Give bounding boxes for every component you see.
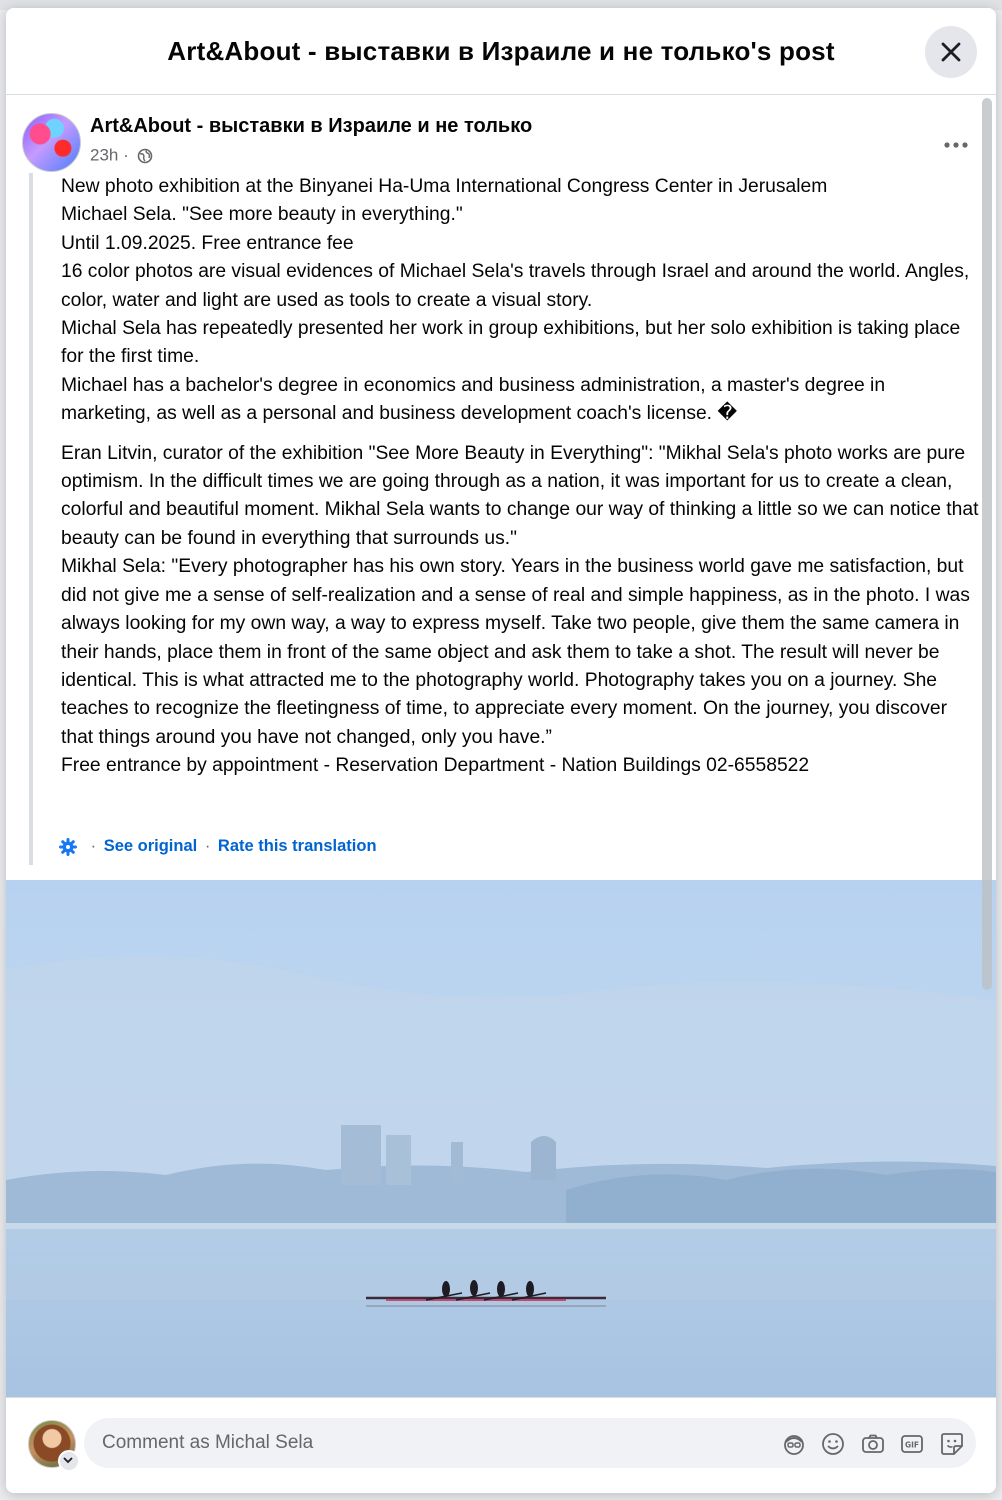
- camera-icon[interactable]: [860, 1431, 886, 1457]
- modal-header: [6, 8, 996, 95]
- sticker-icon[interactable]: [939, 1431, 965, 1457]
- post-paragraph: New photo exhibition at the Binyanei Ha-Uma International Congress Center in Jerusalem: [61, 176, 828, 197]
- more-options-icon: [944, 142, 968, 148]
- post-paragraph: Michael Sela. "See more beauty in everything.": [61, 204, 463, 226]
- post-photo[interactable]: [6, 880, 996, 1397]
- gear-icon: [59, 838, 77, 856]
- post-modal: [6, 8, 996, 1493]
- scrollbar[interactable]: [982, 98, 992, 990]
- gif-icon[interactable]: [899, 1431, 925, 1457]
- more-options-button[interactable]: [936, 125, 976, 165]
- svg-text:GIF: GIF: [904, 1440, 920, 1450]
- close-icon: [939, 40, 963, 64]
- page-avatar[interactable]: [22, 113, 81, 172]
- avatar-dropdown[interactable]: [58, 1450, 80, 1472]
- modal-title: Art&About - выставки в Израиле и не только's post: [167, 36, 835, 66]
- translation-links: [59, 837, 377, 856]
- post-paragraph: Free entrance by appointment - Reservation Department - Nation Buildings 02-6558522: [61, 755, 810, 777]
- post-paragraph: Mikhal Sela: "Every photographer has his own story. Years in the business world gave me satisfaction, but did not give me a sense of self-realization and a sense of real and simple happiness, as in the photo. I was always looking for my own way, a way to express myself. Take two people, give them the same camera in their hands, place them in front of the same object and ask them to take a shot. The result will never be identical. This is what attracted me to the photography world. Photography takes you on a journey. She teaches to recognize the fleetingness of time, to appreciate every moment. On the journey, you discover that things around you have not changed, only you have.”: [61, 556, 970, 748]
- post-paragraph: Until 1.09.2025. Free entrance fee: [61, 232, 354, 254]
- post-scroll-area[interactable]: [6, 95, 996, 1397]
- translation-separator: ·: [90, 837, 97, 856]
- emoji-icon[interactable]: [820, 1431, 846, 1457]
- see-original-link[interactable]: See original: [103, 837, 198, 856]
- paragraph-gap: [61, 429, 979, 440]
- post-text: [29, 173, 979, 863]
- post-paragraph: Michal Sela has repeatedly presented her work in group exhibitions, but her solo exhibition is taking place for the first time.: [61, 318, 961, 368]
- avatar-sticker-icon[interactable]: [781, 1431, 807, 1457]
- globe-icon: [137, 148, 153, 164]
- chevron-down-icon: [63, 1456, 73, 1464]
- post-time[interactable]: 23h: [90, 145, 119, 165]
- rate-translation-link[interactable]: Rate this translation: [217, 837, 377, 856]
- post-meta: [90, 145, 153, 166]
- close-button[interactable]: [925, 26, 977, 78]
- translation-bar: [29, 825, 979, 865]
- meta-dot: ·: [123, 145, 129, 165]
- comment-bar: [6, 1397, 996, 1493]
- post-paragraph: 16 color photos are visual evidences of Michael Sela's travels through Israel and around the world. Angles, color, water and light are used as tools to create a visual story.: [61, 261, 970, 311]
- translation-separator: ·: [204, 837, 211, 856]
- page-name-link[interactable]: Art&About - выставки в Израиле и не только: [90, 115, 533, 137]
- post-paragraph: Eran Litvin, curator of the exhibition "See More Beauty in Everything": "Mikhal Sela's photo works are pure optimism. In the difficult times we are going through as a nation, it was important for us to create a clean, colorful and beautiful moment. Mikhal Sela wants to change our way of thinking a little so we can notice that beauty can be found in everything that surrounds us.": [61, 442, 979, 549]
- post-paragraph: Michael has a bachelor's degree in economics and business administration, a master's degree in marketing, as well as a personal and business development coach's license. �: [61, 374, 886, 425]
